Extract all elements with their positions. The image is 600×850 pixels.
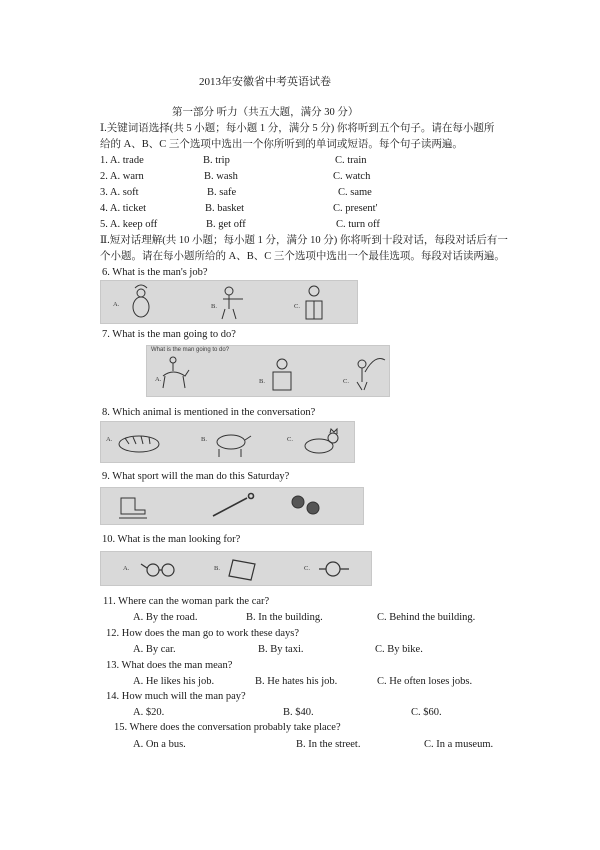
option-c[interactable]: C. same bbox=[338, 187, 372, 198]
picture-strip-q7 bbox=[146, 345, 390, 397]
option-c[interactable]: C. He often loses jobs. bbox=[377, 676, 473, 687]
strip-caption: What is the man going to do? bbox=[151, 347, 230, 353]
animal-pictures bbox=[101, 422, 354, 462]
picture-strip-q9 bbox=[100, 487, 364, 525]
question-text: 12. How does the man go to work these days? bbox=[106, 628, 300, 639]
label-b[interactable]: B. bbox=[214, 565, 220, 572]
label-a[interactable]: A. bbox=[106, 436, 113, 443]
question-text: 15. Where does the conversation probably take place? bbox=[114, 722, 341, 733]
option-a[interactable]: 4. A. ticket bbox=[100, 203, 147, 214]
option-c[interactable]: C. watch bbox=[333, 171, 371, 182]
option-a[interactable]: A. On a bus. bbox=[133, 739, 186, 750]
option-c[interactable]: C. train bbox=[335, 155, 367, 166]
option-c[interactable]: C. Behind the building. bbox=[377, 612, 476, 623]
baseball-bat-icon bbox=[213, 494, 254, 517]
waiter-figure bbox=[222, 287, 243, 319]
section1-header-line2: 给的 A、B、C 三个选项中选出一个你所听到的单词或短语。每个句子读两遍。 bbox=[100, 139, 463, 150]
fishing-figure bbox=[357, 359, 385, 391]
option-b[interactable]: B. safe bbox=[207, 187, 237, 198]
cat-icon bbox=[305, 429, 338, 453]
option-a[interactable]: 2. A. warn bbox=[100, 171, 144, 182]
label-b[interactable]: B. bbox=[201, 436, 207, 443]
horse-rider-icon bbox=[163, 357, 189, 388]
option-c[interactable]: C. present' bbox=[333, 203, 378, 214]
activity-pictures bbox=[147, 346, 389, 396]
picture-strip-q8 bbox=[100, 421, 355, 463]
bull-icon bbox=[217, 435, 251, 457]
section2-header-line1: Ⅱ.短对话理解(共 10 小题；每小题 1 分，满分 10 分) 你将听到十段对话，每段对话后有一 bbox=[100, 235, 508, 246]
option-b[interactable]: B. By taxi. bbox=[258, 644, 304, 655]
section2-header-line2: 个小题。请在每小题所给的 A、B、C 三个选项中选出一个最佳选项。每段对话读两遍。 bbox=[100, 251, 505, 262]
option-b[interactable]: B. He hates his job. bbox=[255, 676, 338, 687]
label-b[interactable]: B. bbox=[259, 378, 265, 385]
option-b[interactable]: B. get off bbox=[206, 219, 246, 230]
question-7: 7. What is the man going to do? bbox=[102, 329, 236, 340]
label-c[interactable]: C. bbox=[343, 378, 349, 385]
option-a[interactable]: A. By the road. bbox=[133, 612, 198, 623]
option-a[interactable]: A. $20. bbox=[133, 707, 165, 718]
option-a[interactable]: 3. A. soft bbox=[100, 187, 139, 198]
section1-header-line1: Ⅰ.关键词语选择(共 5 小题；每小题 1 分，满分 5 分) 你将听到五个句子。请在每小题所 bbox=[100, 123, 495, 134]
glasses-icon bbox=[141, 564, 174, 576]
label-c[interactable]: C. bbox=[294, 303, 300, 310]
option-c[interactable]: C. $60. bbox=[411, 707, 442, 718]
label-c[interactable]: C. bbox=[287, 436, 293, 443]
option-b[interactable]: B. In the building. bbox=[246, 612, 323, 623]
question-text: 13. What does the man mean? bbox=[106, 660, 233, 671]
option-b[interactable]: B. In the street. bbox=[296, 739, 361, 750]
question-8: 8. Which animal is mentioned in the conversation? bbox=[102, 407, 316, 418]
option-b[interactable]: B. wash bbox=[204, 171, 238, 182]
page-title: 2013年安徽省中考英语试卷 bbox=[199, 76, 331, 88]
job-pictures bbox=[101, 281, 357, 323]
object-pictures bbox=[101, 552, 371, 585]
phone-icon bbox=[229, 560, 255, 580]
sport-pictures bbox=[101, 488, 363, 524]
question-10: 10. What is the man looking for? bbox=[102, 534, 241, 545]
option-a[interactable]: 5. A. keep off bbox=[100, 219, 158, 230]
option-b[interactable]: B. $40. bbox=[283, 707, 314, 718]
ice-skate-icon bbox=[119, 498, 147, 518]
label-a[interactable]: A. bbox=[155, 376, 162, 383]
question-9: 9. What sport will the man do this Saturday? bbox=[102, 471, 290, 482]
picture-strip-q6 bbox=[100, 280, 358, 324]
watch-icon bbox=[319, 562, 349, 576]
speaker-figure bbox=[273, 359, 291, 390]
label-a[interactable]: A. bbox=[123, 565, 130, 572]
option-a[interactable]: A. He likes his job. bbox=[133, 676, 215, 687]
question-text: 14. How much will the man pay? bbox=[106, 691, 246, 702]
label-b[interactable]: B. bbox=[211, 303, 217, 310]
label-c[interactable]: C. bbox=[304, 565, 310, 572]
part-heading: 第一部分 听力（共五大题，满分 30 分） bbox=[172, 107, 359, 118]
businessman-figure bbox=[306, 286, 322, 319]
option-a[interactable]: A. By car. bbox=[133, 644, 176, 655]
option-c[interactable]: C. By bike. bbox=[375, 644, 423, 655]
option-b[interactable]: B. trip bbox=[203, 155, 230, 166]
ping-pong-paddle-icon bbox=[292, 496, 319, 514]
label-a[interactable]: A. bbox=[113, 301, 120, 308]
question-text: 11. Where can the woman park the car? bbox=[103, 596, 270, 607]
option-c[interactable]: C. In a museum. bbox=[424, 739, 494, 750]
option-a[interactable]: 1. A. trade bbox=[100, 155, 144, 166]
cook-figure bbox=[133, 285, 149, 317]
option-c[interactable]: C. turn off bbox=[336, 219, 380, 230]
option-b[interactable]: B. basket bbox=[205, 203, 245, 214]
tiger-icon bbox=[119, 436, 159, 452]
question-6: 6. What is the man's job? bbox=[102, 267, 208, 278]
picture-strip-q10 bbox=[100, 551, 372, 586]
